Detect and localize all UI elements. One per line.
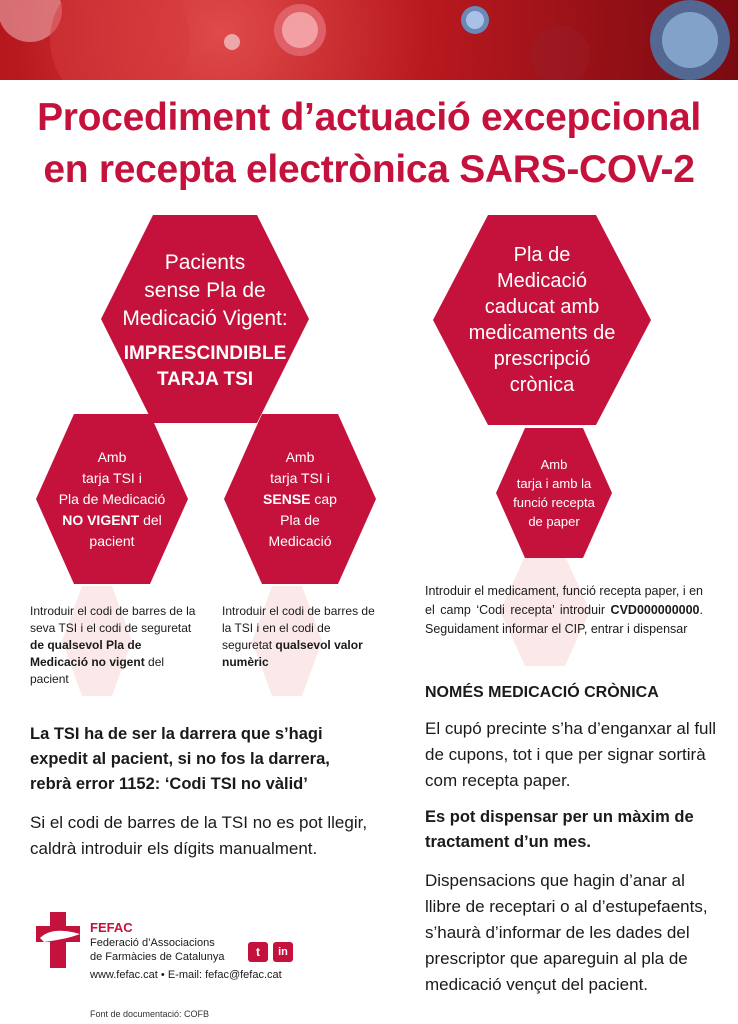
hex-line: tarja TSI i [270,469,330,486]
hexagon-patients-without-plan [101,215,309,423]
instruction-text: . Seguidament informar el CIP, entrar i dispensar [425,603,703,636]
hexagon-with-tsi-expired-plan [36,414,188,584]
fefac-cross-icon [36,912,86,968]
hex-line: Pla de [280,511,320,528]
virus-banner-image [0,0,738,80]
hex-line: crònica [509,374,575,396]
org-name-line-1: Federació d’Associacions [90,937,215,949]
hex-line: tarja TSI i [82,469,142,486]
instruction-text: del pacient [30,655,165,686]
title-line-2: en recepta electrònica SARS-COV-2 [43,148,695,191]
hex-bold-text: SENSE [263,490,311,507]
hex-line: funció recepta [513,495,595,510]
hex-line [62,510,162,531]
chronic-paragraph-3: Dispensacions que hagin d’anar al llibre de receptari o al d’estupefaents, s’haurà d’informar de les dades del prescriptor que apareguin al pla de medicació vençut del pacient. [425,871,708,994]
hex-line: Medicació Vigent: [122,307,288,330]
hexagon-expired-plan-chronic [433,215,651,425]
hex-line: Pla de Medicació [58,490,166,507]
title-line-1: Procediment d’actuació excepcional [37,96,701,139]
linkedin-icon[interactable]: in [273,942,293,962]
chronic-paragraph-2: Es pot dispensar per un màxim de tractament d’un mes. [425,808,694,851]
hex-line: caducat amb [484,296,600,318]
instruction-text: Introduir el codi de barres de la TSI i en el codi de seguretat [222,604,375,652]
hex-line: Pacients [164,251,246,274]
hexagon-paper-prescription [496,428,612,558]
hex-bold-line: TARJA TSI [156,369,254,390]
source-note: Font de documentació: COFB [90,1009,210,1019]
instruction-bold-text: de qualsevol Pla de Medicació no vigent [30,638,145,669]
chronic-heading: NOMÉS MEDICACIÓ CRÒNICA [425,684,659,701]
instruction-no-plan [222,603,382,671]
hex-line: medicaments de [468,322,616,344]
hexagon-with-tsi-no-plan [224,414,376,584]
twitter-icon[interactable]: t [248,942,268,962]
instruction-text: Introduir el medicament, funció recepta paper, i en el camp ‘Codi recepta’ introduir [425,584,703,617]
hex-bold-text: NO VIGENT [62,511,140,528]
chronic-paragraph-1: El cupó precinte s’ha d’enganxar al full de cupons, tot i que per signar sortirà com recepta paper. [425,719,717,790]
instruction-bold-text: CVD000000000 [610,603,700,617]
org-name-line-2: de Farmàcies de Catalunya [90,951,225,963]
hex-line: Amb [97,448,127,465]
fefac-logo [36,912,86,973]
hex-line: Amb [285,448,315,465]
tsi-warning: La TSI ha de ser la darrera que s’hagi expedit al pacient, si no fos la darrera, rebrà error 1152: ‘Codi TSI no vàlid’ [30,725,330,793]
hex-line: Medicació [496,270,588,292]
contact-line: www.fefac.cat • E-mail: fefac@fefac.cat [90,969,282,981]
hex-line: Medicació [268,532,332,549]
page-title [0,92,738,196]
hex-bold-line: IMPRESCINDIBLE [123,343,287,364]
hex-line: Pla de [513,244,571,266]
instruction-bold-text: qualsevol valor numèric [222,638,363,669]
hex-text: del [139,511,162,528]
instruction-text: Introduir el codi de barres de la seva TSI i el codi de seguretat [30,604,196,635]
hex-line: de paper [528,514,580,529]
instruction-paper-prescription [425,582,703,639]
hex-line: Amb [540,457,568,472]
hex-line: prescripció [493,348,591,370]
hex-line: tarja i amb la [516,476,592,491]
hex-line: sense Pla de [144,279,266,302]
instruction-expired-plan [30,603,197,688]
tsi-manual-entry-note: Si el codi de barres de la TSI no es pot llegir, caldrà introduir els dígits manualment. [30,813,368,858]
hex-line [263,489,337,510]
org-short-name: FEFAC [90,920,133,935]
hex-line: pacient [89,532,135,549]
hex-text: cap [310,490,337,507]
